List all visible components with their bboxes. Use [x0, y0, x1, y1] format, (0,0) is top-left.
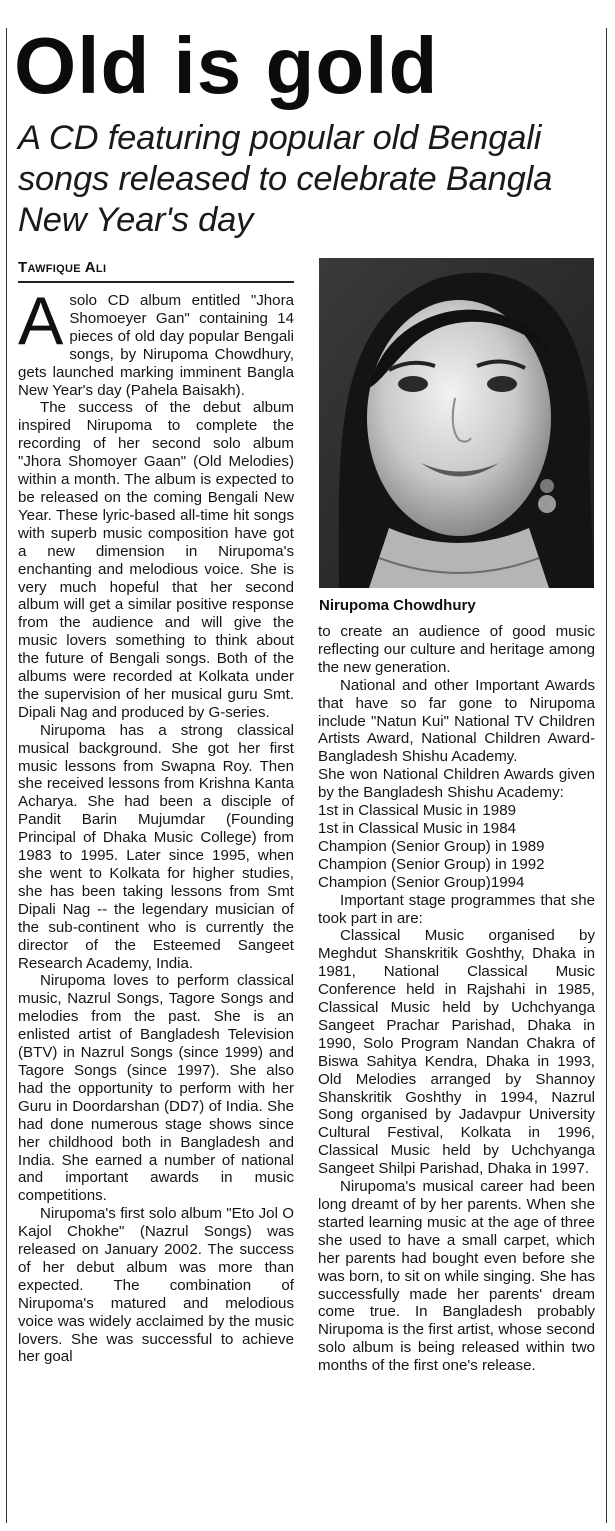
headline: Old is gold	[14, 21, 439, 110]
article-column-left	[18, 283, 294, 1366]
body-paragraph-continued: to create an audience of good music reflecting our culture and heritage among the new generation.	[318, 623, 595, 676]
award-item: 1st in Classical Music in 1989	[318, 802, 516, 820]
award-item: Champion (Senior Group) in 1989	[318, 837, 545, 855]
award-item: Champion (Senior Group) in 1992	[318, 855, 545, 873]
body-paragraph: Important stage programmes that she took part in are:	[318, 891, 595, 927]
left-column-rule	[6, 28, 7, 1523]
body-paragraph: Nirupoma has a strong classical musical background. She got her first music lessons from Swapna Roy. Then she received lessons from Krishna Kanta Acharya. She had been a disciple of Pandit Barin Mujumdar (Founding Principal of Dhaka Music College) from 1983 to 1995. Later since 1995, when she went to Kolkata for higher studies, she has been taking lessons from Smt Dipali Nag -- the legendary musician of the sub-continent who is currently the director of the Esteemed Sangeet Research Academy, India.	[18, 721, 294, 972]
lead-paragraph-text: solo CD album entitled "Jhora Shomoeyer Gan" containing 14 pieces of old day popular Bengali songs, by Nirupoma Chowdhury, gets launched marking imminent Bangla New Year's day (Pahela Baisakh).	[18, 292, 294, 399]
body-paragraph: She won National Children Awards given by the Bangladesh Shishu Academy:	[318, 766, 595, 802]
byline: Tawfique Ali	[18, 259, 107, 276]
body-paragraph: Nirupoma's first solo album "Eto Jol O Kajol Chokhe" (Nazrul Songs) was released on January 2002. The success of her debut album was more than expected. The combination of Nirupoma's matured and melodious voice was widely acclaimed by the music lovers. She was successful to achieve her goal	[18, 1205, 294, 1366]
body-paragraph: The success of the debut album inspired Nirupoma to complete the recording of her second solo album "Jhora Shomoyer Gaan" (Old Melodies) within a month. The album is expected to be released on the coming Bengali New Year. These lyric-based all-time hit songs with superb music composition have got a new dimension in Nirupoma's enchanting and melodious voice. She is very much hopeful that her second album will get a similar positive response from the audience and will give the music lovers something to think about the future of Bengali songs. Both of the albums were recorded at Kolkata under the supervision of her musical guru Smt. Dipali Nag and produced by G-series.	[18, 399, 294, 721]
body-paragraph: Nirupoma loves to perform classical music, Nazrul Songs, Tagore Songs and melodies from the past. She is an enlisted artist of Bangladesh Television (BTV) in Nazrul Songs (since 1999) and Tagore Songs (since 1997). She also had the opportunity to perform with her Guru in Doordarshan (DD7) of India. She had done numerous stage shows since her childhood both in Bangladesh and India. She earned a number of national and important awards in music competitions.	[18, 972, 294, 1205]
photo-caption: Nirupoma Chowdhury	[319, 597, 476, 614]
award-item: 1st in Classical Music in 1984	[318, 819, 516, 837]
portrait-photo	[319, 258, 594, 588]
lead-paragraph	[18, 283, 294, 399]
drop-cap: A	[18, 283, 64, 359]
article-column-right	[318, 623, 595, 1375]
right-column-rule	[606, 28, 607, 1523]
award-item: Champion (Senior Group)1994	[318, 873, 525, 891]
body-paragraph: Classical Music organised by Meghdut Shanskritik Goshthy, Dhaka in 1981, National Classical Music Conference held in Rajshahi in 1985, Classical Music held by Uchchyanga Sangeet Prachar Parishad, Dhaka in 1990, Solo Program Nandan Chakra of Biswa Sahitya Kendra, Dhaka in 1993, Old Melodies arranged by Shannoy Shanskritik Goshthy in 1994, Nazrul Song organised by Jadavpur University Cultural Festival, Kolkata in 1996, Classical Music held by Uchchyanga Sangeet Shilpi Parishad, Dhaka in 1997.	[318, 927, 595, 1178]
body-paragraph: National and other Important Awards that have so far gone to Nirupoma include "Natun Kui" National TV Children Artists Award, National Children Award-Bangladesh Shishu Academy.	[318, 676, 595, 766]
body-paragraph: Nirupoma's musical career had been long dreamt of by her parents. When she started learning music at the age of three she used to have a small carpet, which her parents had bought even before she was born, to sit on while singing. She has successfully made her parents' dream come true. In Bangladesh probably Nirupoma is the first artist, whose second solo album is being released within two months of the first one's release.	[318, 1178, 595, 1375]
deck-subheadline: A CD featuring popular old Bengali songs released to celebrate Bangla New Year's day	[18, 119, 553, 239]
